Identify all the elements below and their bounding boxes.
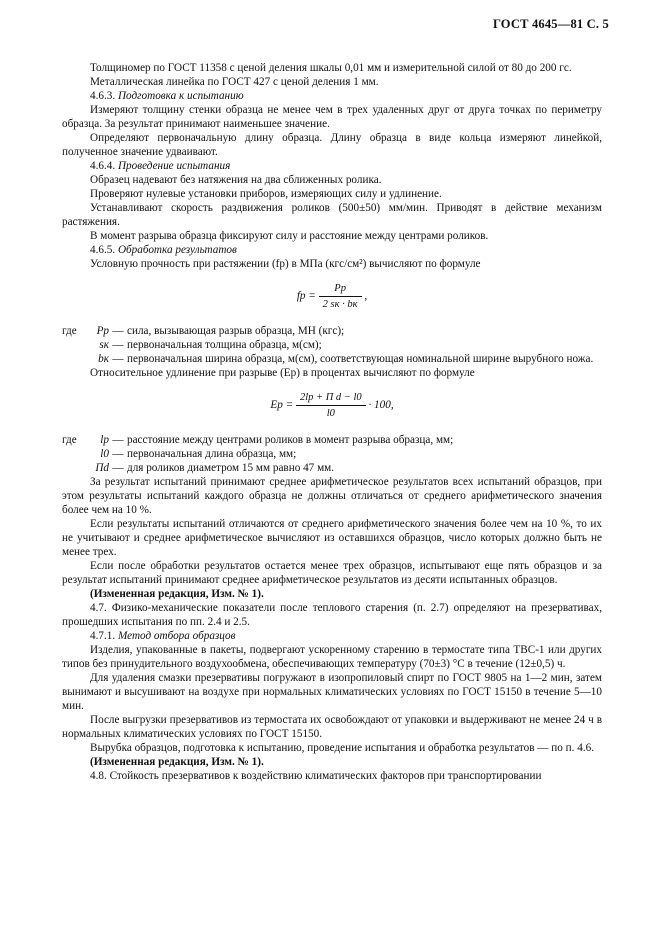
formula-fraction — [296, 391, 366, 420]
paragraph: Для удаления смазки презервативы погружают в изопропиловый спирт по ГОСТ 9805 на 1—2 мин, затем вынимают и высушивают на воздухе при нормальных климатических условиях по ГОСТ 15150 в течение 5—10 мин. — [62, 672, 602, 712]
section-title: Подготовка к испытанию — [117, 90, 244, 102]
section-heading — [62, 89, 602, 103]
definition-prefix: где — [62, 434, 77, 446]
paragraph: Вырубка образцов, подготовка к испытанию, проведение испытания и обработка результатов — по п. 4.6. — [90, 742, 595, 754]
definition-row — [62, 352, 602, 366]
definition-dash: — — [112, 448, 124, 460]
definition-text: расстояние между центрами роликов в момент разрыва образца, мм; — [127, 434, 454, 446]
paragraph: 4.7. Физико-механические показатели после теплового старения (п. 2.7) определяют на презервативах, прошедших испытания по пп. 2.4 и 2.5. — [62, 602, 602, 628]
paragraph: Относительное удлинение при разрыве (Eр) в процентах вычисляют по формуле — [90, 367, 475, 379]
definitions-list — [62, 433, 602, 475]
paragraph: Проверяют нулевые установки приборов, измеряющих силу и удлинение. — [90, 188, 442, 200]
definition-text: для роликов диаметром 15 мм равно 47 мм. — [127, 462, 335, 474]
section-number: 4.6.4. — [90, 160, 116, 172]
section-number: 4.7.1. — [90, 630, 116, 642]
paragraph: Устанавливают скорость раздвижения роликов (500±50) мм/мин. Приводят в действие механизм растяжения. — [62, 202, 602, 228]
definition-text: первоначальная толщина образца, м(см); — [127, 339, 322, 351]
formula-lhs: Eр = — [270, 399, 294, 412]
definition-row — [62, 461, 602, 475]
definition-dash: — — [112, 325, 124, 337]
formula-numerator: Pр — [319, 282, 362, 297]
definitions-list — [62, 324, 602, 366]
section-heading — [62, 629, 602, 643]
definition-dash: — — [112, 339, 124, 351]
formula-elongation — [62, 391, 602, 420]
definition-row — [62, 433, 602, 447]
definition-symbol: Пd — [95, 462, 109, 474]
definition-symbol: l0 — [100, 448, 109, 460]
paragraph: Условную прочность при растяжении (fр) в МПа (кгс/см²) вычисляют по формуле — [90, 258, 481, 270]
definition-symbol: lр — [100, 434, 109, 446]
definition-symbol: Pр — [96, 325, 109, 337]
section-title: Обработка результатов — [117, 244, 237, 256]
definition-row — [62, 324, 602, 338]
paragraph: Если после обработки результатов остается менее трех образцов, испытывают еще пять образцов и за результат испытаний принимают среднее арифметическое результатов из десяти испытанных образцов. — [62, 560, 602, 586]
definition-row — [62, 447, 602, 461]
paragraph: В момент разрыва образца фиксируют силу и расстояние между центрами роликов. — [90, 230, 489, 242]
section-title: Метод отбора образцов — [117, 630, 236, 642]
paragraph: Изделия, упакованные в пакеты, подвергают ускоренному старению в термостате типа ТВС-1 или других типов без принудительного воздухообмена, обеспечивающих температуру (70±3) °С в течение (12±0,5) ч. — [62, 644, 602, 670]
formula-tail: , — [364, 290, 368, 303]
definition-dash: — — [112, 434, 124, 446]
document-body — [62, 61, 602, 783]
paragraph: 4.8. Стойкость презервативов к воздействию климатических факторов при транспортировании — [90, 770, 542, 782]
section-heading — [62, 243, 602, 257]
paragraph: Измеряют толщину стенки образца не менее чем в трех удаленных друг от друга точках по периметру образца. За результат принимают наименьшее значение. — [62, 104, 602, 130]
definition-text: сила, вызывающая разрыв образца, МН (кгс); — [127, 325, 345, 337]
amendment-note: (Измененная редакция, Изм. № 1). — [90, 756, 264, 768]
definition-row — [62, 338, 602, 352]
formula-lhs: fр = — [296, 290, 316, 303]
page-header: ГОСТ 4645—81 С. 5 — [492, 17, 609, 31]
formula-tail: · 100, — [368, 399, 394, 412]
paragraph: После выгрузки презервативов из термостата их освобождают от упаковки и выдерживают не менее 24 ч в нормальных климатических условиях по ГОСТ 15150. — [62, 714, 602, 740]
paragraph: За результат испытаний принимают среднее арифметическое результатов всех испытаний образцов, при этом результаты испытаний каждого образца не должны отличаться от среднего арифметического значения более чем на 10 %. — [62, 476, 602, 516]
formula-strength — [62, 282, 602, 311]
formula-denominator: 2 sк · bк — [322, 299, 358, 310]
definition-dash: — — [112, 353, 124, 365]
definition-text: первоначальная длина образца, мм; — [127, 448, 297, 460]
definition-dash: — — [112, 462, 124, 474]
paragraph: Если результаты испытаний отличаются от среднего арифметического значения более чем на 10 %, то их не учитывают и среднее арифметическое вычисляют из оставшихся образцов, число которых должно быть не менее трех. — [62, 518, 602, 558]
formula-numerator: 2lр + П d − l0 — [296, 391, 366, 406]
amendment-note: (Измененная редакция, Изм. № 1). — [90, 588, 264, 600]
paragraph: Определяют первоначальную длину образца. Длину образца в виде кольца измеряют линейкой, полученное значение удваивают. — [62, 132, 602, 158]
section-title: Проведение испытания — [117, 160, 231, 172]
definition-text: первоначальная ширина образца, м(см), соответствующая номинальной ширине вырубного ножа. — [127, 353, 594, 365]
formula-denominator: l0 — [326, 408, 335, 419]
section-heading — [62, 159, 602, 173]
section-number: 4.6.5. — [90, 244, 116, 256]
paragraph: Металлическая линейка по ГОСТ 427 с ценой деления 1 мм. — [90, 76, 379, 88]
definition-prefix: где — [62, 325, 77, 337]
paragraph: Образец надевают без натяжения на два сближенных ролика. — [90, 174, 382, 186]
formula-fraction — [319, 282, 362, 311]
paragraph: Толщиномер по ГОСТ 11358 с ценой деления шкалы 0,01 мм и измерительной силой от 80 до 200 гс. — [90, 62, 572, 74]
section-number: 4.6.3. — [90, 90, 116, 102]
definition-symbol: sк — [99, 339, 109, 351]
definition-symbol: bк — [98, 353, 109, 365]
